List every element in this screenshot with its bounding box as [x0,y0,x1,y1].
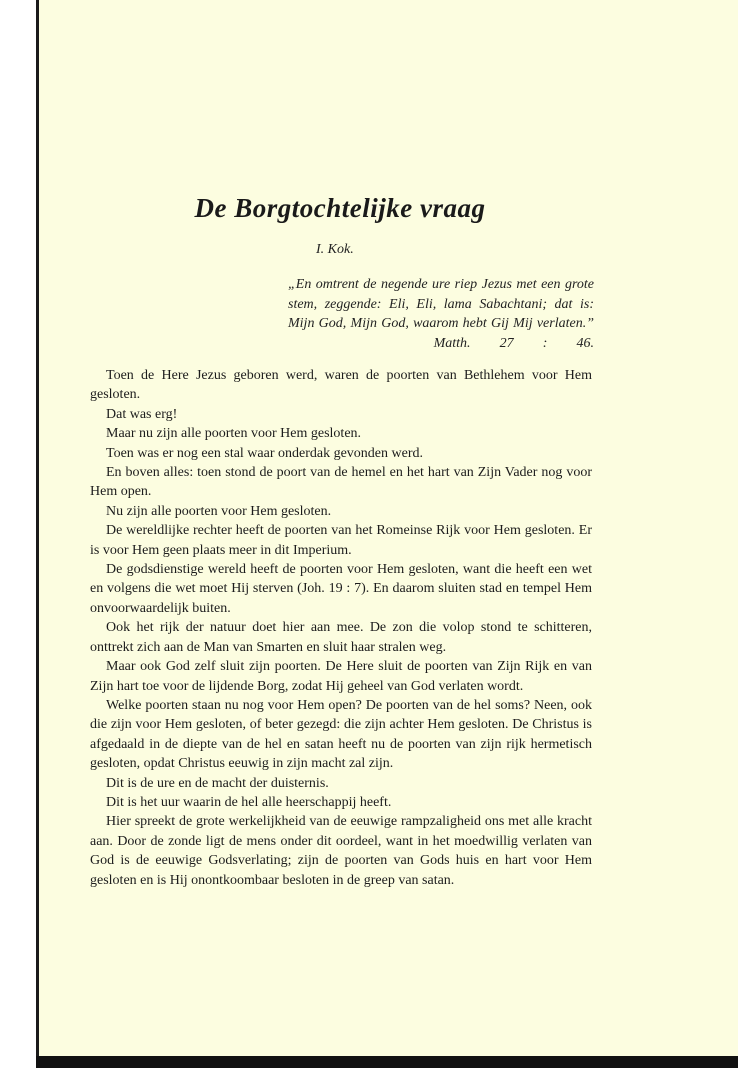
paragraph: Ook het rijk der natuur doet hier aan mee. De zon die volop stond te schitteren, onttrekt zich aan de Man van Smarten en sluit haar stralen weg. [90,620,592,655]
paragraph: Dit is het uur waarin de hel alle heerschappij heeft. [106,794,392,810]
epigraph-text: „En omtrent de negende ure riep Jezus met een grote stem, zeggende: Eli, Eli, lama Sabachtani; dat is: Mijn God, Mijn God, waarom hebt Gij Mij verlaten.” [288,277,594,331]
paragraph: Maar nu zijn alle poorten voor Hem gesloten. [106,426,362,442]
paragraph: Welke poorten staan nu nog voor Hem open? De poorten van de hel soms? Neen, ook die zijn voor Hem gesloten, of beter gezegd: die zijn achter Hem gesloten. De Christus is afgedaald in de diepte van de hel en satan heeft nu de poorten van zijn rijk hermetisch gesloten, opdat Christus eeuwig in zijn macht zal zijn. [90,697,592,772]
paragraph: Hier spreekt de grote werkelijkheid van de eeuwige rampzaligheid ons met alle kracht aan. Door de zonde ligt de mens onder dit oordeel, want in het moedwillig verlaten van God is de eeuwige Godsverlating; zijn de poorten van Gods huis en hart voor Hem gesloten en is Hij onontkoombaar besloten in de greep van satan. [90,814,592,888]
paragraph: Maar ook God zelf sluit zijn poorten. De Here sluit de poorten van Zijn Rijk en van Zijn hart toe voor de lijdende Borg, zodat Hij geheel van God verlaten wordt. [90,659,592,694]
paragraph: Dit is de ure en de macht der duisternis. [106,775,329,791]
paragraph: Nu zijn alle poorten voor Hem gesloten. [106,503,332,519]
epigraph [288,275,594,353]
article-title: De Borgtochtelijke vraag [194,193,486,223]
paragraph: De godsdienstige wereld heeft de poorten voor Hem gesloten, want die heeft een wet en volgens die wet moet Hij sterven (Joh. 19 : 7). En daarom sluiten stad en tempel Hem onvoorwaardelijk buiten. [90,562,592,616]
paragraph: Dat was erg! [106,406,178,422]
epigraph-reference: Matth. 27 : 46. [433,335,594,351]
article-body [90,366,592,890]
paragraph: En boven alles: toen stond de poort van de hemel en het hart van Zijn Vader nog voor Hem open. [90,465,592,500]
paragraph: Toen was er nog een stal waar onderdak gevonden werd. [106,445,424,461]
paragraph: De wereldlijke rechter heeft de poorten van het Romeinse Rijk voor Hem gesloten. Er is voor Hem geen plaats meer in dit Imperium. [90,523,592,558]
scan-border-bottom [36,1056,738,1068]
author-name: I. Kok. [316,242,354,257]
paragraph: Toen de Here Jezus geboren werd, waren de poorten van Bethlehem voor Hem gesloten. [90,368,592,403]
